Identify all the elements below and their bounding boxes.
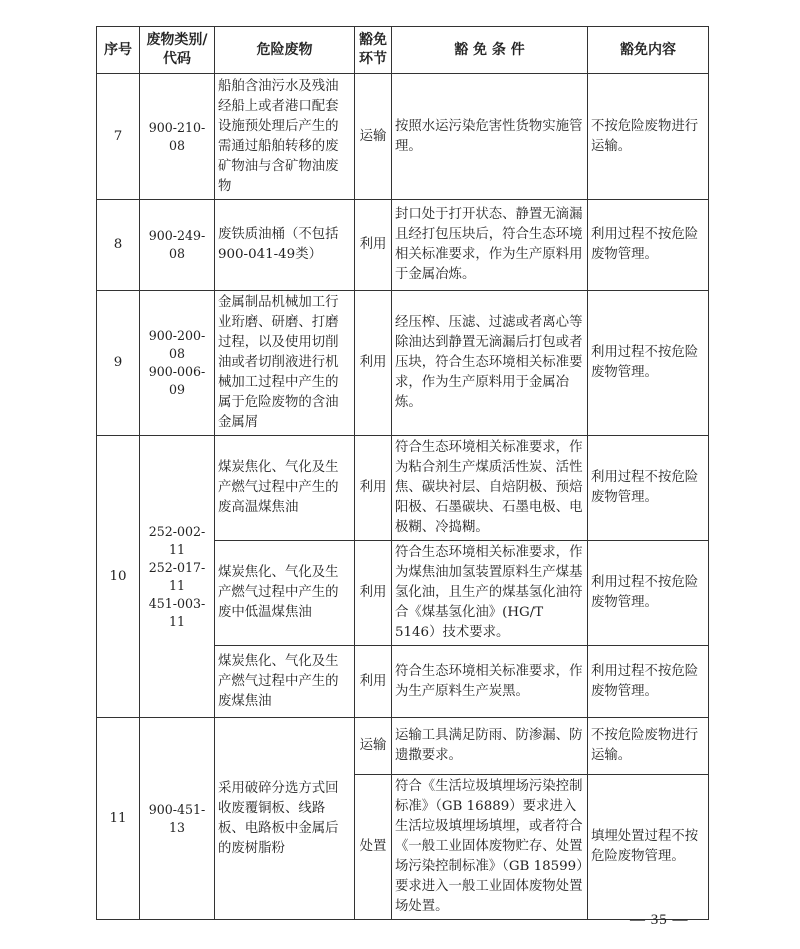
row-condition: 经压榨、压滤、过滤或者离心等除油达到静置无滴漏后打包或者压块，符合生态环境相关标准要求，作为生产原料用于金属冶炼。 xyxy=(392,291,588,436)
row-code: 900-451-13 xyxy=(140,718,215,920)
row-code: 900-210-08 xyxy=(140,74,215,200)
row-condition: 按照水运污染危害性货物实施管理。 xyxy=(392,74,588,200)
header-serial: 序号 xyxy=(97,27,140,74)
row-content: 不按危险废物进行运输。 xyxy=(588,718,709,775)
row-code: 900-200-08 900-006-09 xyxy=(140,291,215,436)
row-content: 利用过程不按危险废物管理。 xyxy=(588,541,709,646)
row-condition: 符合生态环境相关标准要求，作为生产原料生产炭黑。 xyxy=(392,646,588,718)
header-code: 废物类别/ 代码 xyxy=(140,27,215,74)
row-condition: 运输工具满足防雨、防渗漏、防遗撒要求。 xyxy=(392,718,588,775)
row-stage: 利用 xyxy=(355,291,392,436)
row-stage: 利用 xyxy=(355,436,392,541)
row-condition: 符合《生活垃圾填埋场污染控制标准》（GB 16889）要求进入生活垃圾填埋场填埋，或者符合《一般工业固体废物贮存、处置场污染控制标准》（GB 18599）要求进入一般工业固体废物处置场处置。 xyxy=(392,775,588,920)
table-row xyxy=(97,718,709,775)
row-condition: 封口处于打开状态、静置无滴漏且经打包压块后，符合生态环境相关标准要求，作为生产原料用于金属冶炼。 xyxy=(392,200,588,291)
table-row xyxy=(97,291,709,436)
row-stage: 利用 xyxy=(355,541,392,646)
row-stage: 运输 xyxy=(355,718,392,775)
row-waste: 金属制品机械加工行业珩磨、研磨、打磨过程，以及使用切削油或者切削液进行机械加工过程中产生的属于危险废物的含油金属屑 xyxy=(215,291,355,436)
row-waste: 煤炭焦化、气化及生产燃气过程中产生的废中低温煤焦油 xyxy=(215,541,355,646)
row-waste: 船舶含油污水及残油经船上或者港口配套设施预处理后产生的需通过船舶转移的废矿物油与含矿物油废物 xyxy=(215,74,355,200)
header-condition: 豁 免 条 件 xyxy=(392,27,588,74)
row-serial: 10 xyxy=(97,436,140,718)
table-row xyxy=(97,436,709,541)
header-content: 豁免内容 xyxy=(588,27,709,74)
row-content: 填埋处置过程不按危险废物管理。 xyxy=(588,775,709,920)
row-serial: 8 xyxy=(97,200,140,291)
row-content: 利用过程不按危险废物管理。 xyxy=(588,646,709,718)
row-serial: 9 xyxy=(97,291,140,436)
row-waste: 煤炭焦化、气化及生产燃气过程中产生的废高温煤焦油 xyxy=(215,436,355,541)
row-content: 利用过程不按危险废物管理。 xyxy=(588,200,709,291)
row-code: 900-249-08 xyxy=(140,200,215,291)
exemption-table xyxy=(96,26,709,920)
row-serial: 11 xyxy=(97,718,140,920)
page-number: — 35 — xyxy=(630,912,689,928)
row-content: 利用过程不按危险废物管理。 xyxy=(588,436,709,541)
row-condition: 符合生态环境相关标准要求，作为煤焦油加氢装置原料生产煤基氢化油，且生产的煤基氢化油符合《煤基氢化油》(HG/T 5146）技术要求。 xyxy=(392,541,588,646)
row-serial: 7 xyxy=(97,74,140,200)
header-waste: 危险废物 xyxy=(215,27,355,74)
row-waste: 采用破碎分选方式回收废覆铜板、线路板、电路板中金属后的废树脂粉 xyxy=(215,718,355,920)
row-stage: 运输 xyxy=(355,74,392,200)
row-content: 利用过程不按危险废物管理。 xyxy=(588,291,709,436)
row-stage: 利用 xyxy=(355,200,392,291)
header-stage: 豁免 环节 xyxy=(355,27,392,74)
table-row xyxy=(97,200,709,291)
row-waste: 煤炭焦化、气化及生产燃气过程中产生的废煤焦油 xyxy=(215,646,355,718)
row-stage: 处置 xyxy=(355,775,392,920)
row-code: 252-002-11 252-017-11 451-003-11 xyxy=(140,436,215,718)
row-stage: 利用 xyxy=(355,646,392,718)
row-waste: 废铁质油桶（不包括900-041-49类） xyxy=(215,200,355,291)
row-condition: 符合生态环境相关标准要求，作为粘合剂生产煤质活性炭、活性焦、碳块衬层、自焙阴极、预焙阳极、石墨碳块、石墨电极、电极糊、冷捣糊。 xyxy=(392,436,588,541)
table-row xyxy=(97,74,709,200)
row-content: 不按危险废物进行运输。 xyxy=(588,74,709,200)
